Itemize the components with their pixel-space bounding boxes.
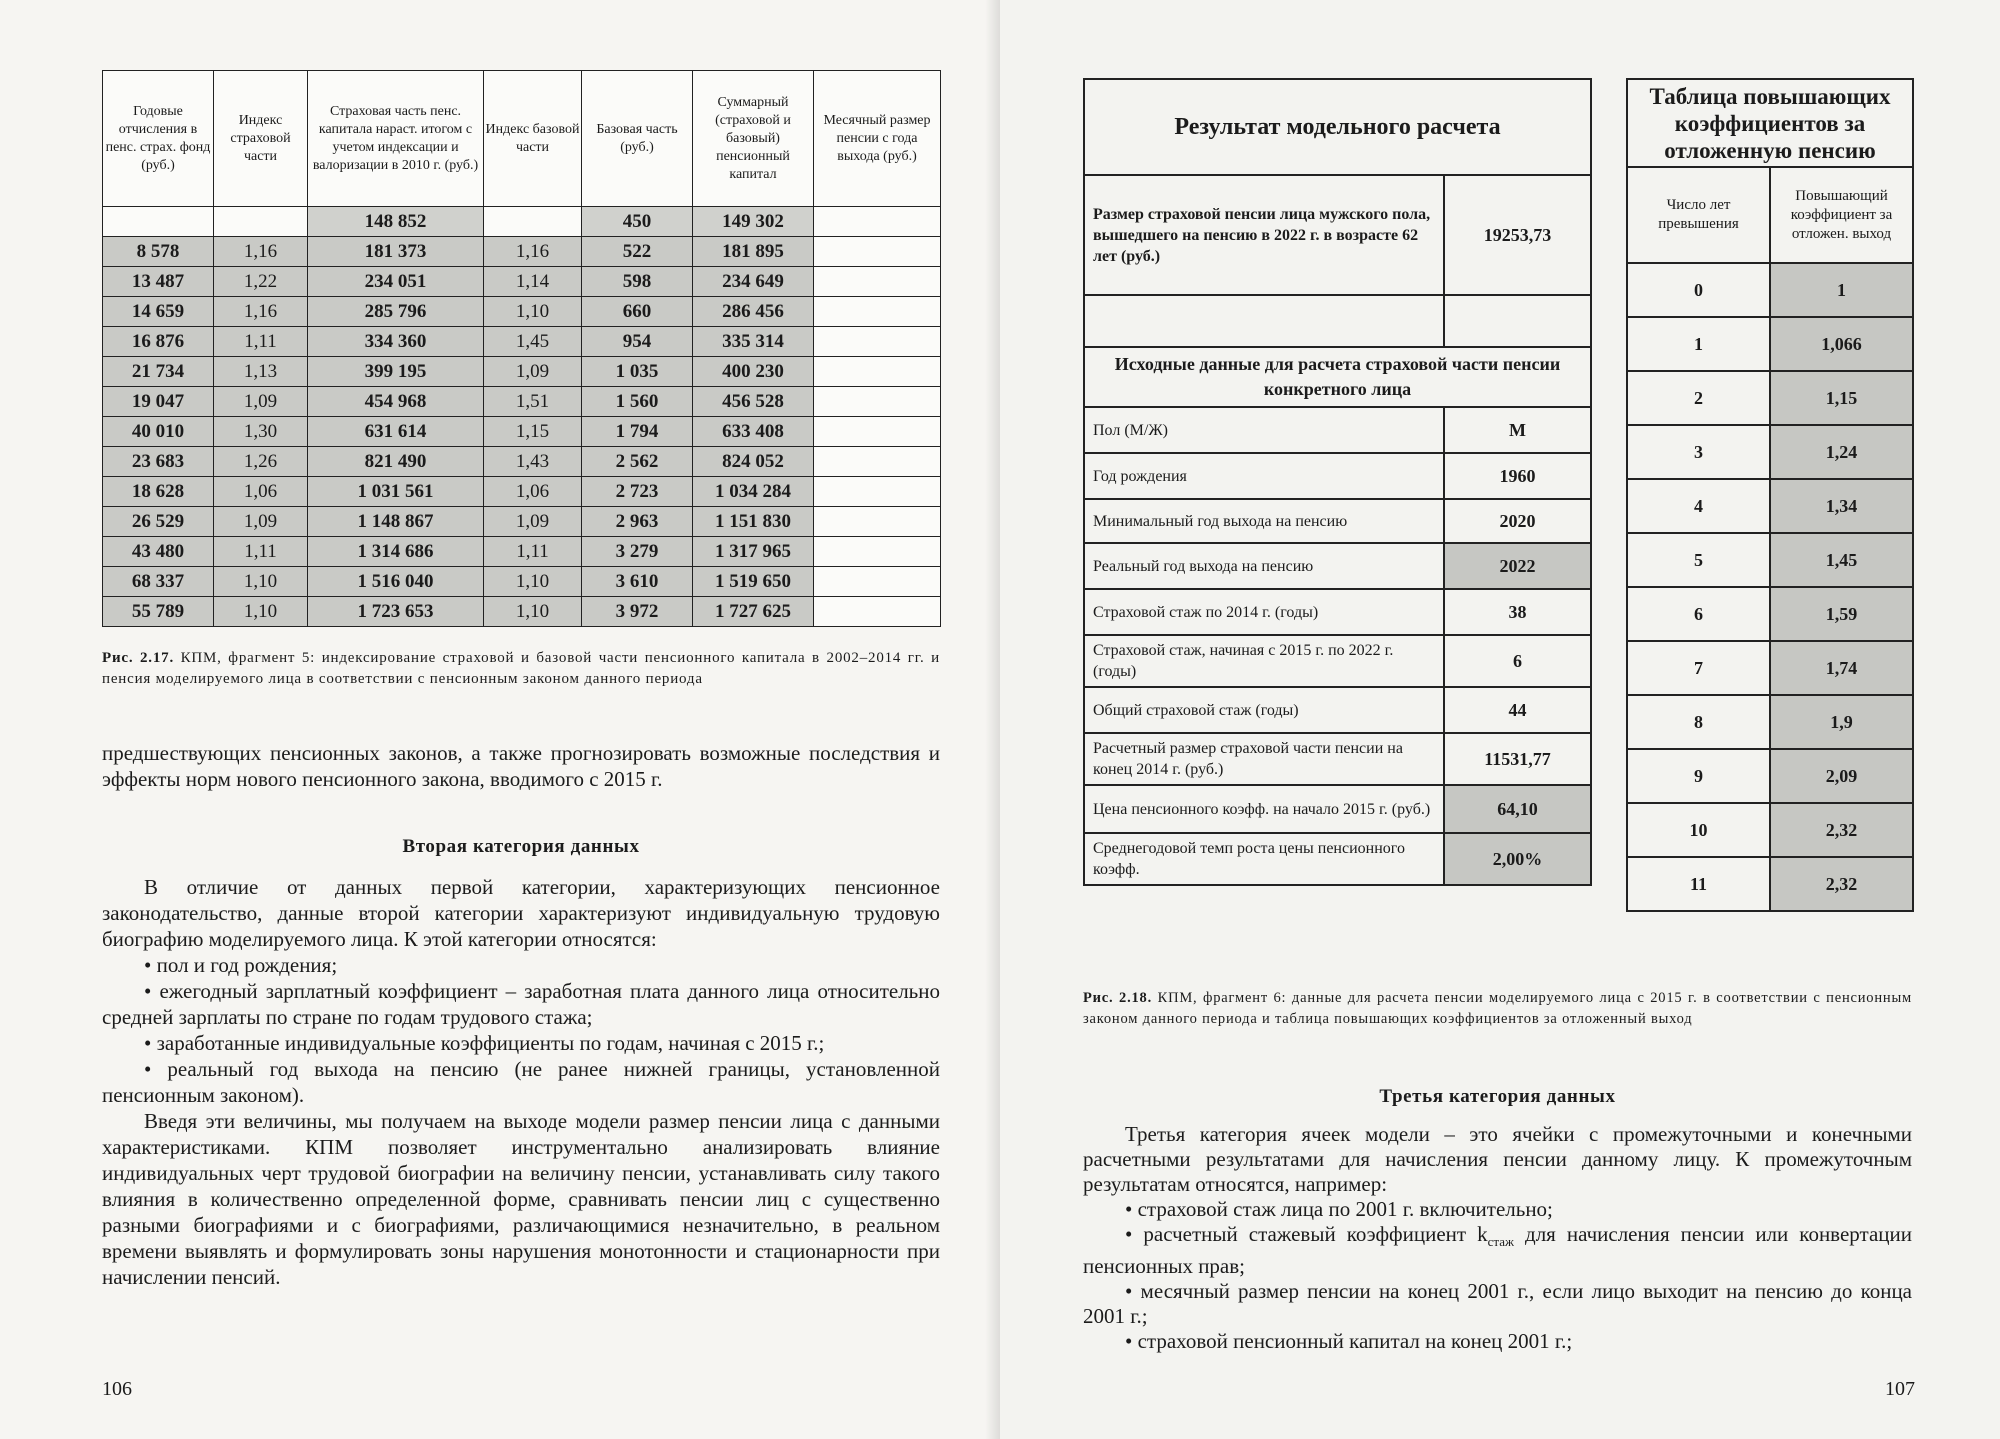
table-cell: 1,10 xyxy=(214,597,308,627)
input-value: 6 xyxy=(1444,635,1591,687)
coefficient-row xyxy=(1627,533,1913,587)
table-cell: 1,09 xyxy=(214,507,308,537)
input-label: Страховой стаж по 2014 г. (годы) xyxy=(1084,589,1444,635)
table-cell xyxy=(814,267,941,297)
years-cell: 5 xyxy=(1627,533,1770,587)
table-cell: 149 302 xyxy=(693,207,814,237)
empty-cell xyxy=(1084,295,1444,347)
table-cell: 181 895 xyxy=(693,237,814,267)
table-cell: 3 279 xyxy=(582,537,693,567)
table-cell: 1,09 xyxy=(484,357,582,387)
table-row xyxy=(103,237,941,267)
input-row xyxy=(1084,833,1591,885)
table-cell: 1,26 xyxy=(214,447,308,477)
column-header: Годовые отчисления в пенс. страх. фонд (руб.) xyxy=(103,71,214,207)
page-number: 107 xyxy=(1885,1378,1915,1400)
coefficient-row xyxy=(1627,425,1913,479)
table-cell: 1 723 653 xyxy=(308,597,484,627)
table-cell: 3 972 xyxy=(582,597,693,627)
table-cell: 26 529 xyxy=(103,507,214,537)
table-cell: 3 610 xyxy=(582,567,693,597)
table-cell: 14 659 xyxy=(103,297,214,327)
list-item: • месячный размер пенсии на конец 2001 г., если лицо выходит на пенсию до конца 2001 г.; xyxy=(1083,1279,1912,1329)
table-cell xyxy=(814,237,941,267)
coefficient-row xyxy=(1627,479,1913,533)
input-label: Страховой стаж, начиная с 2015 г. по 2022 г. (годы) xyxy=(1084,635,1444,687)
table-cell: 1,10 xyxy=(484,297,582,327)
table-row xyxy=(103,477,941,507)
coefficient-table xyxy=(1626,78,1914,912)
paragraph-text: Введя эти величины, мы получаем на выходе модели размер пенсии лица с данными характеристиками. КПМ позволяет инструментально анализировать влияние индивидуальных черт трудовой биографии на величину пенсии, устанавливать силу такого влияния в количественно определенной форме, сравнивать пенсии лиц с существенно разными биографиями и с биографиями, различающимися незначительно, в реальном времени выявлять и формулировать зоны нарушения монотонности и стационарности при начислении пенсий. xyxy=(102,1109,940,1289)
table-cell: 18 628 xyxy=(103,477,214,507)
table-cell xyxy=(814,567,941,597)
years-cell: 4 xyxy=(1627,479,1770,533)
section-heading: Третья категория данных xyxy=(1379,1086,1616,1107)
input-label: Расчетный размер страховой части пенсии на конец 2014 г. (руб.) xyxy=(1084,733,1444,785)
paragraph-text: В отличие от данных первой категории, характеризующих пенсионное законодательство, данные второй категории характеризуют индивидуальную трудовую биографию моделируемого лица. К этой категории относятся: xyxy=(102,875,940,951)
table-cell: 1 148 867 xyxy=(308,507,484,537)
table-row xyxy=(103,417,941,447)
column-header: Индекс базовой части xyxy=(484,71,582,207)
input-value: 2,00% xyxy=(1444,833,1591,885)
list-item-text: для начисления пенсии или конвертации пенсионных прав; xyxy=(1083,1222,1912,1279)
table-cell: 1,16 xyxy=(214,297,308,327)
table-cell: 454 968 xyxy=(308,387,484,417)
table-cell: 1,06 xyxy=(484,477,582,507)
input-row xyxy=(1084,733,1591,785)
list-item: • пол и год рождения; xyxy=(144,953,338,977)
years-cell: 0 xyxy=(1627,263,1770,317)
table-cell: 660 xyxy=(582,297,693,327)
coefficient-cell: 1,9 xyxy=(1770,695,1913,749)
table-cell: 68 337 xyxy=(103,567,214,597)
table-row xyxy=(103,357,941,387)
input-label: Реальный год выхода на пенсию xyxy=(1084,543,1444,589)
table-header-row xyxy=(103,71,941,207)
indexation-table xyxy=(102,70,941,627)
table-cell: 1 031 561 xyxy=(308,477,484,507)
table-cell: 821 490 xyxy=(308,447,484,477)
list-item: • страховой стаж лица по 2001 г. включительно; xyxy=(1125,1197,1553,1221)
table-cell: 19 047 xyxy=(103,387,214,417)
table-row xyxy=(103,297,941,327)
table-cell: 181 373 xyxy=(308,237,484,267)
years-cell: 7 xyxy=(1627,641,1770,695)
table-cell xyxy=(814,597,941,627)
table-cell: 522 xyxy=(582,237,693,267)
coefficient-row xyxy=(1627,695,1913,749)
coefficient-row xyxy=(1627,317,1913,371)
coefficient-cell: 2,32 xyxy=(1770,857,1913,911)
input-row xyxy=(1084,453,1591,499)
input-label: Общий страховой стаж (годы) xyxy=(1084,687,1444,733)
result-label: Размер страховой пенсии лица мужского пола, вышедшего на пенсию в 2022 г. в возрасте 62 лет (руб.) xyxy=(1084,175,1444,295)
table-cell: 2 963 xyxy=(582,507,693,537)
coefficient-cell: 1,59 xyxy=(1770,587,1913,641)
input-value: 38 xyxy=(1444,589,1591,635)
coefficient-cell: 1 xyxy=(1770,263,1913,317)
years-cell: 1 xyxy=(1627,317,1770,371)
table-cell: 824 052 xyxy=(693,447,814,477)
table-cell: 21 734 xyxy=(103,357,214,387)
list-item-text: • расчетный стажевый коэффициент k xyxy=(1125,1222,1488,1246)
column-header: Базовая часть (руб.) xyxy=(582,71,693,207)
input-row xyxy=(1084,499,1591,543)
table-row xyxy=(103,447,941,477)
table-cell: 234 051 xyxy=(308,267,484,297)
table-cell: 456 528 xyxy=(693,387,814,417)
table-cell: 148 852 xyxy=(308,207,484,237)
coefficient-row xyxy=(1627,587,1913,641)
empty-cell xyxy=(1444,295,1591,347)
list-item: • страховой пенсионный капитал на конец 2001 г.; xyxy=(1125,1329,1573,1354)
table-cell: 8 578 xyxy=(103,237,214,267)
coefficient-cell: 1,34 xyxy=(1770,479,1913,533)
table-cell: 633 408 xyxy=(693,417,814,447)
table-cell: 631 614 xyxy=(308,417,484,447)
table-cell: 43 480 xyxy=(103,537,214,567)
input-row xyxy=(1084,687,1591,733)
table-cell xyxy=(814,477,941,507)
section-heading: Вторая категория данных xyxy=(402,836,640,857)
table-cell: 1 035 xyxy=(582,357,693,387)
section-body xyxy=(102,874,940,1290)
table-cell: 1,11 xyxy=(214,327,308,357)
table-cell: 55 789 xyxy=(103,597,214,627)
table-cell xyxy=(814,357,941,387)
coefficient-row xyxy=(1627,857,1913,911)
input-value: 2020 xyxy=(1444,499,1591,543)
table-cell xyxy=(214,207,308,237)
table-cell: 2 562 xyxy=(582,447,693,477)
input-label: Год рождения xyxy=(1084,453,1444,499)
input-label: Минимальный год выхода на пенсию xyxy=(1084,499,1444,543)
coefficient-row xyxy=(1627,263,1913,317)
input-data-subtitle: Исходные данные для расчета страховой части пенсии конкретного лица xyxy=(1084,347,1591,407)
table-row xyxy=(103,267,941,297)
table-cell: 1 519 650 xyxy=(693,567,814,597)
years-cell: 3 xyxy=(1627,425,1770,479)
table-row xyxy=(103,327,941,357)
table-cell: 598 xyxy=(582,267,693,297)
table-cell xyxy=(814,387,941,417)
years-cell: 8 xyxy=(1627,695,1770,749)
input-row xyxy=(1084,635,1591,687)
subscript: стаж xyxy=(1487,1234,1514,1250)
input-value: М xyxy=(1444,407,1591,453)
coefficient-row xyxy=(1627,803,1913,857)
table-cell xyxy=(814,297,941,327)
column-header: Суммарный (страховой и базовый) пенсионный капитал xyxy=(693,71,814,207)
coefficient-cell: 2,09 xyxy=(1770,749,1913,803)
years-cell: 9 xyxy=(1627,749,1770,803)
table-cell: 1,22 xyxy=(214,267,308,297)
years-cell: 10 xyxy=(1627,803,1770,857)
years-cell: 6 xyxy=(1627,587,1770,641)
paragraph-text: Третья категория ячеек модели – это ячейки с промежуточными и конечными расчетными результатами для начисления пенсии данному лицу. К промежуточным результатам относятся, например: xyxy=(1083,1122,1912,1196)
table-cell: 1 317 965 xyxy=(693,537,814,567)
table-cell: 285 796 xyxy=(308,297,484,327)
table-cell xyxy=(814,207,941,237)
table-cell: 2 723 xyxy=(582,477,693,507)
coefficient-cell: 1,74 xyxy=(1770,641,1913,695)
table-cell: 23 683 xyxy=(103,447,214,477)
table-row xyxy=(103,597,941,627)
table-cell: 1,09 xyxy=(214,387,308,417)
table-cell: 1,13 xyxy=(214,357,308,387)
paragraph-text: предшествующих пенсионных законов, а также прогнозировать возможные последствия и эффекты норм нового пенсионного закона, вводимого с 2015 г. xyxy=(102,741,940,791)
table-cell: 1 314 686 xyxy=(308,537,484,567)
input-value: 1960 xyxy=(1444,453,1591,499)
table-cell: 1 794 xyxy=(582,417,693,447)
table-cell: 286 456 xyxy=(693,297,814,327)
table-row xyxy=(103,207,941,237)
table-cell: 1,11 xyxy=(484,537,582,567)
list-item: • ежегодный зарплатный коэффициент – заработная плата данного лица относительно средней зарплаты по стране по годам трудового стажа; xyxy=(102,979,940,1029)
table-cell: 335 314 xyxy=(693,327,814,357)
result-value: 19253,73 xyxy=(1444,175,1591,295)
input-row xyxy=(1084,407,1591,453)
table-cell: 1,15 xyxy=(484,417,582,447)
table-cell: 1,45 xyxy=(484,327,582,357)
table-cell xyxy=(814,537,941,567)
column-header: Число лет превышения xyxy=(1627,167,1770,263)
figure-caption xyxy=(102,648,940,690)
table-cell: 1,10 xyxy=(214,567,308,597)
table-cell xyxy=(814,507,941,537)
table-cell: 1,06 xyxy=(214,477,308,507)
table-cell: 13 487 xyxy=(103,267,214,297)
table-cell: 1 727 625 xyxy=(693,597,814,627)
figure-caption-text: КПМ, фрагмент 6: данные для расчета пенсии моделируемого лица с 2015 г. в соответствии с пенсионным законом данного периода и таблица повышающих коэффициентов за отложенный выход xyxy=(1083,990,1912,1027)
input-row xyxy=(1084,589,1591,635)
input-label: Среднегодовой темп роста цены пенсионного коэфф. xyxy=(1084,833,1444,885)
input-row xyxy=(1084,543,1591,589)
list-item: • реальный год выхода на пенсию (не ранее нижней границы, установленной пенсионным законом). xyxy=(102,1057,940,1107)
table-cell: 1,09 xyxy=(484,507,582,537)
coefficient-table-title: Таблица повышающих коэффициентов за отложенную пенсию xyxy=(1627,79,1913,167)
figure-label: Рис. 2.18. xyxy=(1083,990,1153,1006)
table-cell: 1,16 xyxy=(484,237,582,267)
table-cell: 1 516 040 xyxy=(308,567,484,597)
table-cell xyxy=(814,417,941,447)
years-cell: 11 xyxy=(1627,857,1770,911)
table-cell: 1,16 xyxy=(214,237,308,267)
table-cell: 40 010 xyxy=(103,417,214,447)
table-cell: 1,14 xyxy=(484,267,582,297)
figure-caption xyxy=(1083,988,1912,1030)
paragraph xyxy=(102,740,940,792)
table-row xyxy=(103,507,941,537)
column-header: Повышающий коэффициент за отложен. выход xyxy=(1770,167,1913,263)
figure-caption-text: КПМ, фрагмент 5: индексирование страховой и базовой части пенсионного капитала в 2002–2014 гг. и пенсия моделируемого лица в соответствии с пенсионным законом данного периода xyxy=(102,650,940,687)
table-cell: 1 560 xyxy=(582,387,693,417)
input-row xyxy=(1084,785,1591,833)
input-value: 11531,77 xyxy=(1444,733,1591,785)
table-cell: 16 876 xyxy=(103,327,214,357)
input-value: 64,10 xyxy=(1444,785,1591,833)
list-item: • заработанные индивидуальные коэффициенты по годам, начиная с 2015 г.; xyxy=(144,1031,825,1055)
coefficient-row xyxy=(1627,641,1913,695)
column-header: Месячный размер пенсии с года выхода (руб.) xyxy=(814,71,941,207)
table-cell: 234 649 xyxy=(693,267,814,297)
figure-label: Рис. 2.17. xyxy=(102,650,174,666)
result-table-title: Результат модельного расчета xyxy=(1084,79,1591,175)
table-row xyxy=(103,387,941,417)
table-cell: 954 xyxy=(582,327,693,357)
table-cell: 334 360 xyxy=(308,327,484,357)
coefficient-cell: 1,066 xyxy=(1770,317,1913,371)
table-cell: 450 xyxy=(582,207,693,237)
years-cell: 2 xyxy=(1627,371,1770,425)
input-value: 2022 xyxy=(1444,543,1591,589)
table-cell: 1,43 xyxy=(484,447,582,477)
table-cell: 1 151 830 xyxy=(693,507,814,537)
column-header: Индекс страховой части xyxy=(214,71,308,207)
coefficient-cell: 1,15 xyxy=(1770,371,1913,425)
table-row xyxy=(103,537,941,567)
table-cell xyxy=(814,327,941,357)
page-number: 106 xyxy=(102,1378,132,1400)
model-result-table xyxy=(1083,78,1592,886)
input-label: Цена пенсионного коэфф. на начало 2015 г. (руб.) xyxy=(1084,785,1444,833)
table-row xyxy=(103,567,941,597)
coefficient-row xyxy=(1627,371,1913,425)
table-cell: 1 034 284 xyxy=(693,477,814,507)
table-cell xyxy=(103,207,214,237)
table-cell xyxy=(814,447,941,477)
input-value: 44 xyxy=(1444,687,1591,733)
coefficient-cell: 1,24 xyxy=(1770,425,1913,479)
coefficient-cell: 2,32 xyxy=(1770,803,1913,857)
table-cell: 1,30 xyxy=(214,417,308,447)
table-cell: 399 195 xyxy=(308,357,484,387)
table-cell: 400 230 xyxy=(693,357,814,387)
list-item xyxy=(1083,1222,1912,1279)
table-cell: 1,51 xyxy=(484,387,582,417)
coefficient-row xyxy=(1627,749,1913,803)
column-header: Страховая часть пенс. капитала нараст. итогом с учетом индексации и валоризации в 2010 г. (руб.) xyxy=(308,71,484,207)
table-cell xyxy=(484,207,582,237)
table-cell: 1,10 xyxy=(484,567,582,597)
section-body xyxy=(1083,1122,1912,1354)
table-cell: 1,11 xyxy=(214,537,308,567)
input-label: Пол (М/Ж) xyxy=(1084,407,1444,453)
coefficient-cell: 1,45 xyxy=(1770,533,1913,587)
table-cell: 1,10 xyxy=(484,597,582,627)
